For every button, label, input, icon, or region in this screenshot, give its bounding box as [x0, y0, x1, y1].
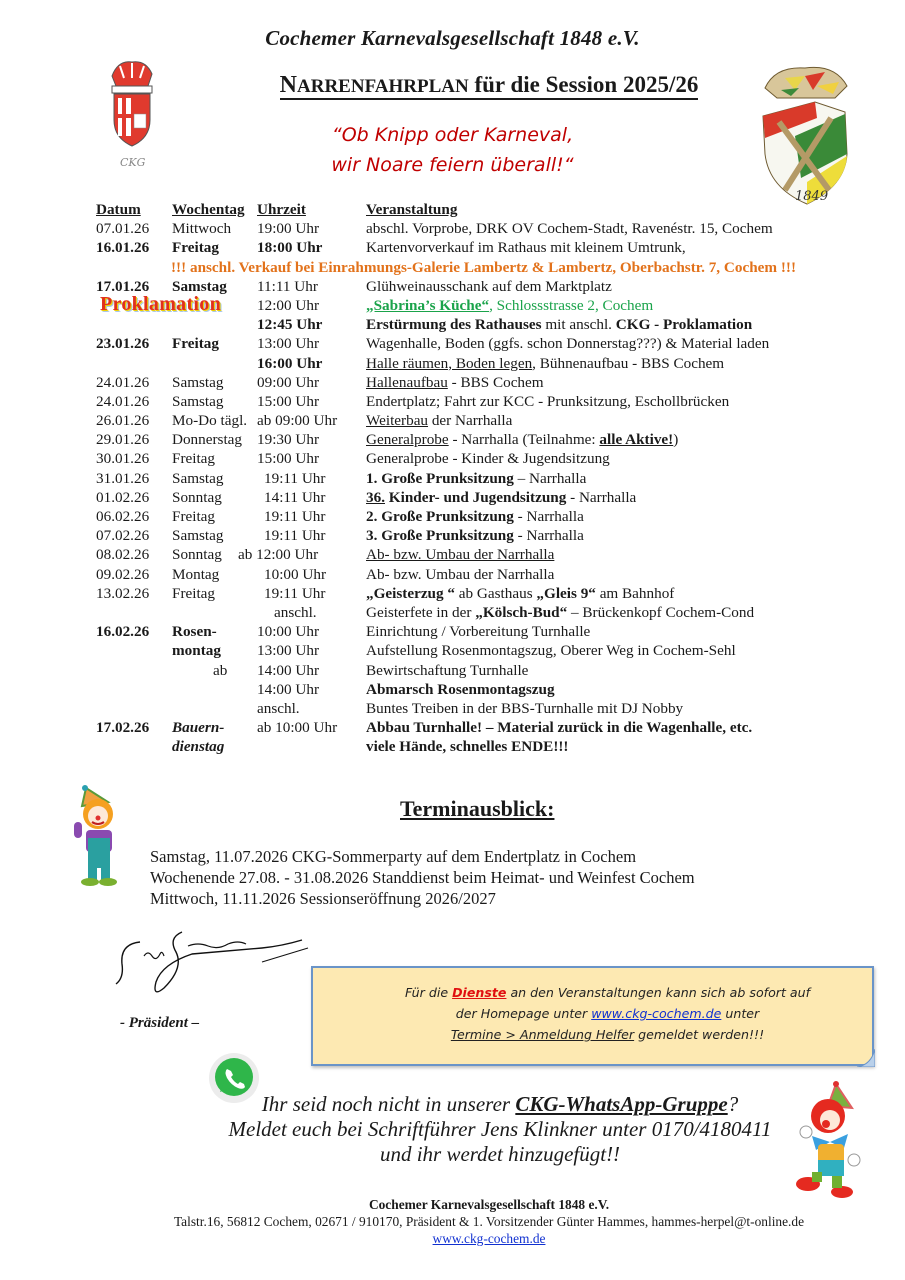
outlook-item: Mittwoch, 11.11.2026 Sessionseröffnung 2026/2027 [150, 889, 496, 908]
sales-notice: !!! anschl. Verkauf bei Einrahmungs-Galerie Lambertz & Lambertz, Oberbachstr. 7, Cochem !!! [171, 258, 797, 276]
col-header-date: Datum [96, 201, 141, 218]
table-row: 12:45 Uhr Erstürmung des Rathauses mit anschl. CKG - Proklamation [257, 316, 753, 334]
table-row: 07.02.26 Samstag 19:11 Uhr 3. Große Prunksitzung - Narrhalla [96, 527, 584, 545]
table-row: 23.01.26 Freitag 13:00 Uhr Wagenhalle, Boden (ggfs. schon Donnerstag???) & Material laden [96, 335, 770, 353]
table-row: ab 14:00 Uhr Bewirtschaftung Turnhalle [213, 661, 529, 679]
table-row: 24.01.26 Samstag 15:00 Uhr Endertplatz; Fahrt zur KCC - Prunksitzung, Eschollbrücken [96, 392, 730, 410]
table-row: montag 13:00 Uhr Aufstellung Rosenmontagszug, Oberer Weg in Cochem-Sehl [172, 642, 736, 660]
outlook-item: Wochenende 27.08. - 31.08.2026 Standdienst beim Heimat- und Weinfest Cochem [150, 868, 695, 887]
helper-registration-path: Termine > Anmeldung Helfer [450, 1027, 635, 1042]
table-row: 26.01.26 Mo-Do tägl. ab 09:00 Uhr Weiterbau der Narrhalla [96, 412, 513, 430]
president-signature [112, 928, 312, 1000]
whatsapp-group-name: CKG-WhatsApp-Gruppe [515, 1092, 728, 1116]
outlook-list [150, 846, 695, 909]
table-row: 07.01.26 Mittwoch 19:00 Uhr abschl. Vorprobe, DRK OV Cochem-Stadt, Ravenéstr. 15, Cochem [96, 220, 773, 238]
dienste-highlight: Dienste [452, 985, 507, 1000]
table-row: anschl. Geisterfete in der „Kölsch-Bud“ – Brückenkopf Cochem-Cond [274, 603, 755, 621]
slogan-line-2: wir Noare feiern überall!“ [331, 154, 574, 176]
sabrinas-kueche-link[interactable]: „Sabrina’s Küche“ [366, 296, 490, 314]
svg-text:1849: 1849 [795, 189, 829, 204]
waving-clown-illustration [68, 782, 130, 888]
table-row: dienstag viele Hände, schnelles ENDE!!! [172, 738, 569, 756]
table-row: 08.02.26 Sonntag ab 12:00 Uhr Ab- bzw. Umbau der Narrhalla [96, 546, 555, 564]
table-row: Proklamation 12:00 Uhr „Sabrina’s Küche“, Schlossstrasse 2, Cochem [100, 292, 654, 315]
page-title: NARRENFAHRPLAN für die Session 2025/26 [279, 72, 699, 98]
footer-org-name: Cochemer Karnevalsgesellschaft 1848 e.V. [368, 1197, 610, 1212]
table-row: 24.01.26 Samstag 09:00 Uhr Hallenaufbau - BBS Cochem [96, 373, 544, 391]
col-header-weekday: Wochentag [172, 201, 245, 218]
outlook-item: Samstag, 11.07.2026 CKG-Sommerparty auf dem Endertplatz in Cochem [150, 847, 637, 866]
footer-address: Talstr.16, 56812 Cochem, 02671 / 910170, Präsident & 1. Vorsitzender Günter Hammes, hammes-herpel@t-online.de [173, 1214, 805, 1229]
footer-website-link[interactable]: www.ckg-cochem.de [432, 1231, 546, 1246]
table-row: 17.01.26 Samstag 11:11 Uhr Glühweinausschank auf dem Marktplatz [96, 277, 612, 295]
table-row: 16.02.26 Rosen- 10:00 Uhr Einrichtung / Vorbereitung Turnhalle [96, 623, 591, 641]
col-header-time: Uhrzeit [257, 201, 306, 218]
dancing-clown-illustration [792, 1080, 870, 1200]
table-row: 29.01.26 Donnerstag 19:30 Uhr Generalprobe - Narrhalla (Teilnahme: alle Aktive!) [96, 431, 679, 449]
col-header-event: Veranstaltung [366, 201, 458, 218]
table-row: 17.02.26 Bauern- ab 10:00 Uhr Abbau Turnhalle! – Material zurück in die Wagenhalle, etc. [96, 719, 753, 737]
table-row: 16:00 Uhr Halle räumen, Boden legen, Bühnenaufbau - BBS Cochem [257, 354, 725, 372]
proklamation-wordart: Proklamation [100, 292, 222, 315]
slogan [0, 120, 905, 180]
whatsapp-invitation: Ihr seid noch nicht in unserer CKG-WhatsApp-Gruppe? Meldet euch bei Schriftführer Jens Klinkner unter 0170/4180411 und ihr werdet hinzugefügt!! [228, 1092, 772, 1166]
table-row-notice [96, 258, 886, 277]
table-row: 13.02.26 Freitag 19:11 Uhr „Geisterzug “ ab Gasthaus „Gleis 9“ am Bahnhof [96, 584, 675, 602]
helper-signup-note: Für die Dienste an den Veranstaltungen kann sich ab sofort auf der Homepage unter www.ckg-cochem.de unter Termine > Anmeldung Helfer gemeldet werden!!! [311, 966, 874, 1066]
table-row: 31.01.26 Samstag 19:11 Uhr 1. Große Prunksitzung – Narrhalla [96, 469, 587, 487]
table-row: 01.02.26 Sonntag 14:11 Uhr 36. Kinder- und Jugendsitzung - Narrhalla [96, 488, 637, 506]
footer [0, 1196, 905, 1247]
table-row: 30.01.26 Freitag 15:00 Uhr Generalprobe - Kinder & Jugendsitzung [96, 450, 610, 468]
table-row: 16.01.26 Freitag 18:00 Uhr Kartenvorverkauf im Rathaus mit kleinem Umtrunk, [96, 239, 686, 257]
table-header [96, 200, 886, 219]
table-row: 09.02.26 Montag 10:00 Uhr Ab- bzw. Umbau der Narrhalla [96, 565, 555, 583]
president-label: - Präsident – [120, 1015, 200, 1031]
organization-title: Cochemer Karnevalsgesellschaft 1848 e.V. [265, 26, 640, 50]
table-row: anschl. Buntes Treiben in der BBS-Turnhalle mit DJ Nobby [257, 699, 684, 717]
slogan-line-1: “Ob Knipp oder Karneval, [331, 124, 574, 146]
homepage-link[interactable]: www.ckg-cochem.de [591, 1006, 722, 1021]
table-row: 14:00 Uhr Abmarsch Rosenmontagszug [257, 680, 555, 698]
table-row: 06.02.26 Freitag 19:11 Uhr 2. Große Prunksitzung - Narrhalla [96, 508, 584, 525]
outlook-title: Terminausblick: [400, 796, 555, 821]
schedule-table [96, 200, 886, 756]
svg-text:CKG: CKG [120, 156, 146, 169]
page-curl-icon [857, 1049, 875, 1067]
